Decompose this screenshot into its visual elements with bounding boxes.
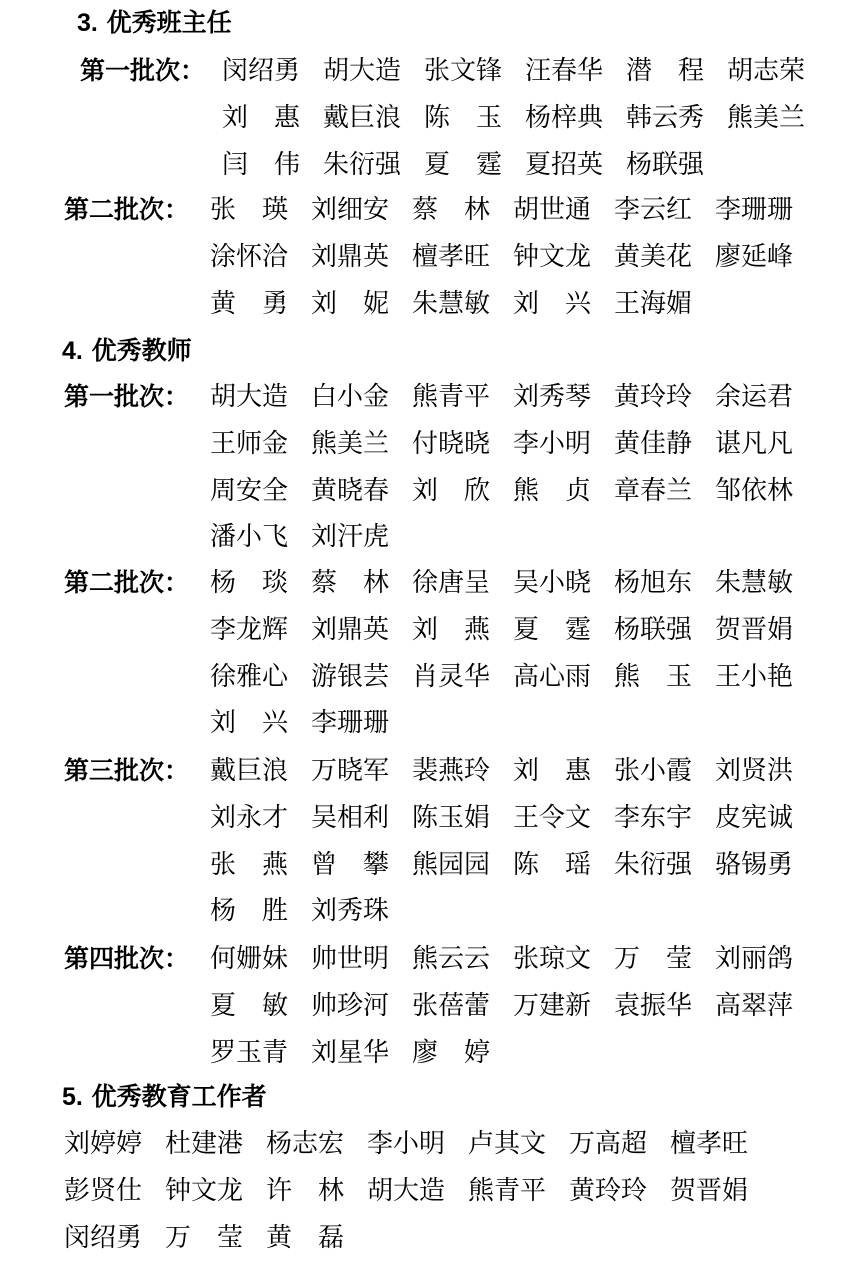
name-entry: 陈玉娟 bbox=[412, 802, 491, 833]
name-entry: 袁振华 bbox=[614, 990, 693, 1021]
name-entry: 张蓓蕾 bbox=[412, 990, 491, 1021]
batch-label: 第一批次： bbox=[64, 382, 190, 411]
batch-label: 第四批次： bbox=[64, 944, 190, 973]
name-entry: 张小霞 bbox=[614, 756, 693, 786]
name-entry: 付晓晓 bbox=[412, 428, 491, 459]
name-entry: 钟文龙 bbox=[165, 1175, 244, 1206]
name-entry: 熊青平 bbox=[468, 1175, 547, 1206]
name-entry: 刘永才 bbox=[210, 802, 289, 833]
name-entry: 帅珍河 bbox=[311, 990, 390, 1021]
name-entry: 杨 琰 bbox=[210, 568, 289, 598]
name-entry: 刘秀琴 bbox=[513, 382, 592, 412]
name-entry: 黄玲玲 bbox=[614, 382, 693, 412]
name-entry: 夏招英 bbox=[525, 149, 604, 180]
name-entry: 朱慧敏 bbox=[715, 568, 794, 598]
section-heading bbox=[62, 1082, 267, 1112]
name-entry: 徐唐呈 bbox=[412, 568, 491, 598]
name-entry: 万建新 bbox=[513, 990, 592, 1021]
name-entry: 余运君 bbox=[715, 382, 794, 412]
name-entry: 蔡 林 bbox=[412, 195, 491, 225]
name-entry: 胡大造 bbox=[323, 56, 402, 86]
name-entry: 许 林 bbox=[266, 1175, 345, 1206]
name-entry: 钟文龙 bbox=[513, 241, 592, 272]
name-entry: 潜 程 bbox=[626, 56, 705, 86]
name-entry: 贺晋娟 bbox=[670, 1175, 749, 1206]
name-entry: 杨志宏 bbox=[266, 1129, 345, 1159]
name-entry: 万高超 bbox=[569, 1129, 648, 1159]
name-entry: 裴燕玲 bbox=[412, 756, 491, 786]
name-entry: 白小金 bbox=[311, 382, 390, 412]
name-entry: 曾 攀 bbox=[311, 849, 390, 880]
name-entry: 刘星华 bbox=[311, 1037, 390, 1068]
section-number: 3. bbox=[77, 9, 98, 37]
section-title: 优秀教师 bbox=[82, 336, 192, 365]
name-entry: 王小艳 bbox=[715, 661, 794, 692]
name-entry: 熊 贞 bbox=[513, 475, 592, 506]
section-heading bbox=[62, 336, 192, 366]
name-entry: 何姗妹 bbox=[210, 944, 289, 974]
name-entry: 游银芸 bbox=[311, 661, 390, 692]
name-entry: 廖 婷 bbox=[412, 1037, 491, 1068]
name-entry: 陈 瑶 bbox=[513, 849, 592, 880]
name-entry: 陈 玉 bbox=[424, 102, 503, 133]
name-entry: 吴小晓 bbox=[513, 568, 592, 598]
name-entry: 熊美兰 bbox=[727, 102, 806, 133]
name-entry: 刘贤洪 bbox=[715, 756, 794, 786]
name-entry: 熊美兰 bbox=[311, 428, 390, 459]
name-entry: 夏 霆 bbox=[513, 614, 592, 645]
name-entry: 戴巨浪 bbox=[210, 756, 289, 786]
name-entry: 王师金 bbox=[210, 428, 289, 459]
name-entry: 贺晋娟 bbox=[715, 614, 794, 645]
name-entry: 黄 勇 bbox=[210, 288, 289, 319]
name-entry: 张文锋 bbox=[424, 56, 503, 86]
name-entry: 王海媚 bbox=[614, 288, 693, 319]
name-entry: 檀孝旺 bbox=[670, 1129, 749, 1159]
name-entry: 李珊珊 bbox=[715, 195, 794, 225]
name-entry: 章春兰 bbox=[614, 475, 693, 506]
name-entry: 李龙辉 bbox=[210, 614, 289, 645]
name-entry: 韩云秀 bbox=[626, 102, 705, 133]
name-entry: 高心雨 bbox=[513, 661, 592, 692]
name-entry: 刘鼎英 bbox=[311, 241, 390, 272]
batch-label: 第二批次： bbox=[64, 195, 190, 224]
name-entry: 胡志荣 bbox=[727, 56, 806, 86]
name-entry: 万晓军 bbox=[311, 756, 390, 786]
name-entry: 闫 伟 bbox=[222, 149, 301, 180]
name-entry: 帅世明 bbox=[311, 944, 390, 974]
name-entry: 万 莹 bbox=[165, 1222, 244, 1253]
name-entry: 李小明 bbox=[367, 1129, 446, 1159]
name-entry: 杨联强 bbox=[626, 149, 705, 180]
name-entry: 黄美花 bbox=[614, 241, 693, 272]
name-entry: 朱衍强 bbox=[323, 149, 402, 180]
name-entry: 刘秀珠 bbox=[311, 896, 390, 927]
name-entry: 李珊珊 bbox=[311, 708, 390, 739]
name-entry: 骆锡勇 bbox=[715, 849, 794, 880]
name-entry: 吴相利 bbox=[311, 802, 390, 833]
section-heading bbox=[77, 8, 232, 38]
name-entry: 蔡 林 bbox=[311, 568, 390, 598]
name-entry: 刘细安 bbox=[311, 195, 390, 225]
name-entry: 刘 惠 bbox=[513, 756, 592, 786]
name-entry: 杨旭东 bbox=[614, 568, 693, 598]
name-entry: 杨 胜 bbox=[210, 896, 289, 927]
name-entry: 夏 霆 bbox=[424, 149, 503, 180]
name-entry: 汪春华 bbox=[525, 56, 604, 86]
name-entry: 高翠萍 bbox=[715, 990, 794, 1021]
name-entry: 刘丽鸽 bbox=[715, 944, 794, 974]
name-entry: 胡大造 bbox=[210, 382, 289, 412]
name-entry: 万 莹 bbox=[614, 944, 693, 974]
name-entry: 刘 兴 bbox=[210, 708, 289, 739]
name-entry: 胡世通 bbox=[513, 195, 592, 225]
name-entry: 罗玉青 bbox=[210, 1037, 289, 1068]
name-entry: 黄玲玲 bbox=[569, 1175, 648, 1206]
name-entry: 李东宇 bbox=[614, 802, 693, 833]
name-entry: 闵绍勇 bbox=[64, 1222, 143, 1253]
name-entry: 刘婷婷 bbox=[64, 1129, 143, 1159]
name-entry: 皮宪诚 bbox=[715, 802, 794, 833]
name-entry: 李小明 bbox=[513, 428, 592, 459]
name-entry: 廖延峰 bbox=[715, 241, 794, 272]
batch-label: 第二批次： bbox=[64, 568, 190, 597]
name-entry: 刘 妮 bbox=[311, 288, 390, 319]
batch-label: 第一批次： bbox=[80, 56, 206, 85]
section-number: 4. bbox=[62, 337, 83, 365]
name-entry: 熊云云 bbox=[412, 944, 491, 974]
name-entry: 王令文 bbox=[513, 802, 592, 833]
name-entry: 张 燕 bbox=[210, 849, 289, 880]
name-entry: 李云红 bbox=[614, 195, 693, 225]
name-entry: 刘 燕 bbox=[412, 614, 491, 645]
name-entry: 谌凡凡 bbox=[715, 428, 794, 459]
name-entry: 朱慧敏 bbox=[412, 288, 491, 319]
name-entry: 刘汗虎 bbox=[311, 522, 390, 553]
name-entry: 刘 欣 bbox=[412, 475, 491, 506]
name-entry: 周安全 bbox=[210, 475, 289, 506]
name-entry: 朱衍强 bbox=[614, 849, 693, 880]
name-entry: 熊园园 bbox=[412, 849, 491, 880]
name-entry: 刘鼎英 bbox=[311, 614, 390, 645]
name-entry: 徐雅心 bbox=[210, 661, 289, 692]
name-entry: 彭贤仕 bbox=[64, 1175, 143, 1206]
name-entry: 潘小飞 bbox=[210, 522, 289, 553]
name-entry: 熊 玉 bbox=[614, 661, 693, 692]
name-entry: 杨梓典 bbox=[525, 102, 604, 133]
section-number: 5. bbox=[62, 1083, 83, 1111]
name-entry: 杨联强 bbox=[614, 614, 693, 645]
name-entry: 肖灵华 bbox=[412, 661, 491, 692]
name-entry: 黄 磊 bbox=[266, 1222, 345, 1253]
name-entry: 戴巨浪 bbox=[323, 102, 402, 133]
name-entry: 闵绍勇 bbox=[222, 56, 301, 86]
name-entry: 刘 兴 bbox=[513, 288, 592, 319]
name-entry: 黄晓春 bbox=[311, 475, 390, 506]
name-entry: 卢其文 bbox=[468, 1129, 547, 1159]
name-entry: 张琼文 bbox=[513, 944, 592, 974]
name-entry: 涂怀洽 bbox=[210, 241, 289, 272]
section-title: 优秀教育工作者 bbox=[82, 1082, 267, 1111]
name-entry: 刘 惠 bbox=[222, 102, 301, 133]
batch-label: 第三批次： bbox=[64, 756, 190, 785]
name-entry: 黄佳静 bbox=[614, 428, 693, 459]
name-entry: 杜建港 bbox=[165, 1129, 244, 1159]
name-entry: 夏 敏 bbox=[210, 990, 289, 1021]
name-entry: 张 瑛 bbox=[210, 195, 289, 225]
name-entry: 熊青平 bbox=[412, 382, 491, 412]
section-title: 优秀班主任 bbox=[97, 8, 232, 37]
name-entry: 檀孝旺 bbox=[412, 241, 491, 272]
name-entry: 胡大造 bbox=[367, 1175, 446, 1206]
name-entry: 邹依林 bbox=[715, 475, 794, 506]
